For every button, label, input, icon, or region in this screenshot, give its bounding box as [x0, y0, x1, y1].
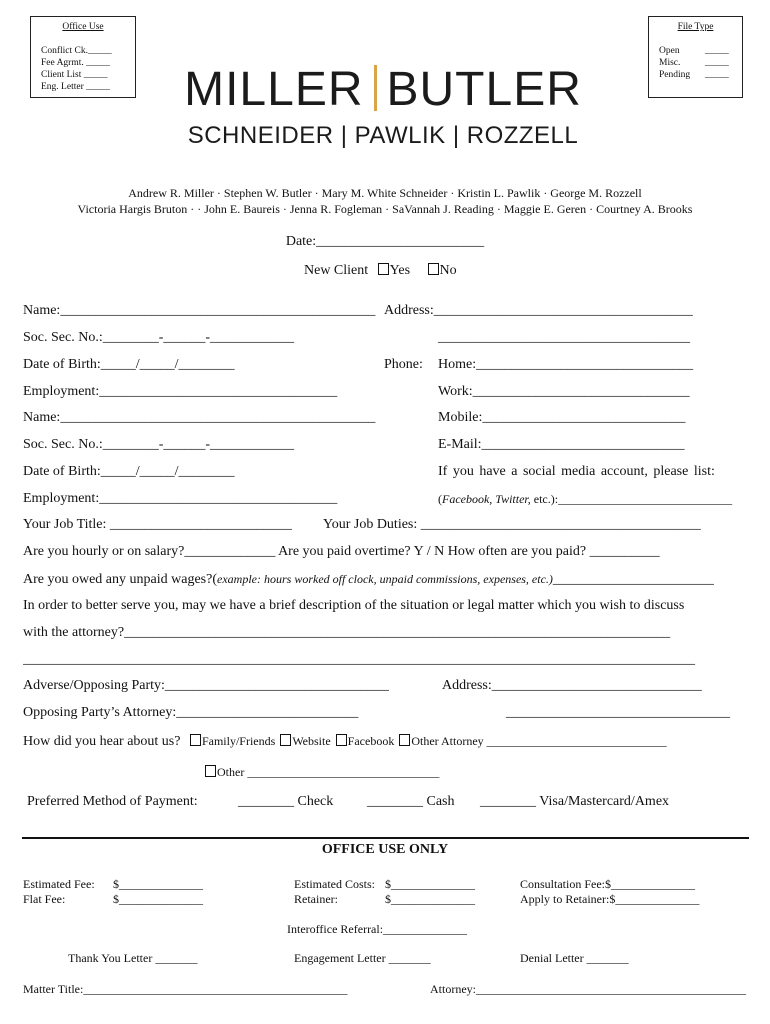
firm-logo: [174, 62, 592, 117]
file-type-blank: _____: [705, 58, 729, 68]
mobile-phone-field[interactable]: Mobile:_____________________________: [438, 410, 686, 425]
home-phone-field[interactable]: Home:_______________________________: [438, 357, 694, 372]
other-attorney-checkbox[interactable]: [399, 734, 410, 746]
unpaid-wages-prefix: Are you owed any unpaid wages?(: [23, 572, 217, 587]
attorney-list-line2: Victoria Hargis Bruton · · John E. Baureis · Jenna R. Fogleman · SaVannah J. Reading · Maggie E. Geren · Courtney A. Brooks: [77, 202, 693, 216]
new-client-yes-checkbox[interactable]: [378, 263, 389, 275]
office-use-title: Office Use: [62, 22, 104, 32]
retainer-label: Retainer:: [294, 892, 338, 906]
office-use-item: Conflict Ck._____: [41, 46, 112, 56]
adverse-party-field[interactable]: Adverse/Opposing Party:________________________________: [23, 678, 389, 693]
description-line-1[interactable]: with the attorney?______________________________________________________________________________: [23, 625, 671, 640]
description-line-2[interactable]: ________________________________________________________________________________________________: [23, 652, 695, 667]
file-type-pending: Pending: [659, 70, 691, 80]
adverse-address-field[interactable]: Address:______________________________: [442, 678, 702, 693]
social-etc: etc.):_____________________________: [530, 492, 733, 506]
file-type-blank: _____: [705, 46, 729, 56]
estimated-fee-label: Estimated Fee:: [23, 877, 95, 891]
file-type-title: File Type: [677, 22, 714, 32]
office-use-only-title: OFFICE USE ONLY: [321, 842, 449, 857]
payment-check-option[interactable]: ________ Check: [238, 794, 334, 809]
opposing-attorney-field[interactable]: Opposing Party’s Attorney:__________________________: [23, 705, 359, 720]
phone-label: Phone:: [384, 357, 423, 372]
employment-field-2[interactable]: Employment:__________________________________: [23, 491, 338, 506]
pay-questions-row[interactable]: Are you hourly or on salary?_____________ Are you paid overtime? Y / N How often are you paid? __________: [23, 544, 660, 559]
flat-fee-blank[interactable]: $______________: [113, 892, 203, 906]
other-label[interactable]: Other ________________________________: [217, 765, 440, 779]
office-use-item: Client List _____: [41, 70, 108, 80]
new-client-no-label: No: [439, 263, 457, 278]
file-type-misc: Misc.: [659, 58, 681, 68]
address-field-2[interactable]: ____________________________________: [438, 330, 690, 345]
other-checkbox[interactable]: [205, 765, 216, 777]
consultation-fee-field[interactable]: Consultation Fee:$______________: [520, 877, 695, 891]
file-type-open: Open: [659, 46, 680, 56]
estimated-costs-label: Estimated Costs:: [294, 877, 375, 891]
retainer-blank[interactable]: $______________: [385, 892, 475, 906]
estimated-costs-blank[interactable]: $______________: [385, 877, 475, 891]
unpaid-wages-row[interactable]: [23, 572, 714, 588]
ssn-field-1[interactable]: Soc. Sec. No.:________-______-____________: [23, 330, 295, 345]
facebook-checkbox[interactable]: [336, 734, 347, 746]
unpaid-wages-example: example: hours worked off clock, unpaid commissions, expenses, etc.): [217, 572, 553, 586]
payment-cash-option[interactable]: ________ Cash: [367, 794, 455, 809]
dob-field-1[interactable]: Date of Birth:_____/_____/________: [23, 357, 235, 372]
family-friends-label: Family/Friends: [201, 734, 276, 748]
job-title-field[interactable]: Your Job Title: __________________________: [23, 517, 292, 532]
matter-title-field[interactable]: Matter Title:____________________________________________: [23, 982, 348, 996]
address-field-1[interactable]: Address:_____________________________________: [384, 303, 693, 318]
file-type-blank: _____: [705, 70, 729, 80]
new-client-no-checkbox[interactable]: [428, 263, 439, 275]
apply-retainer-field[interactable]: Apply to Retainer:$______________: [520, 892, 700, 906]
email-field[interactable]: E-Mail:_____________________________: [438, 437, 685, 452]
unpaid-wages-blank: _______________________: [552, 572, 714, 587]
thank-you-letter-field[interactable]: Thank You Letter _______: [68, 951, 198, 965]
other-attorney-label[interactable]: Other Attorney ______________________________: [411, 734, 667, 748]
social-paren: (: [438, 492, 442, 506]
logo-subtitle: SCHNEIDER | PAWLIK | ROZZELL: [187, 122, 579, 149]
ssn-field-2[interactable]: Soc. Sec. No.:________-______-____________: [23, 437, 295, 452]
denial-letter-field[interactable]: Denial Letter _______: [520, 951, 629, 965]
referral-other-row: [205, 765, 439, 780]
name-field-2[interactable]: Name:_____________________________________________: [23, 410, 376, 425]
office-use-item: Eng. Letter _____: [41, 82, 110, 92]
work-phone-field[interactable]: Work:_______________________________: [438, 384, 690, 399]
family-friends-checkbox[interactable]: [190, 734, 201, 746]
logo-separator: [374, 65, 377, 111]
new-client-label: New Client: [304, 263, 369, 278]
employment-field-1[interactable]: Employment:__________________________________: [23, 384, 338, 399]
payment-card-option[interactable]: ________ Visa/Mastercard/Amex: [480, 794, 670, 809]
referral-source-label: How did you hear about us?: [23, 734, 181, 749]
flat-fee-label: Flat Fee:: [23, 892, 66, 906]
logo-left: MILLER: [184, 63, 364, 116]
logo-right: BUTLER: [386, 63, 582, 116]
engagement-letter-field[interactable]: Engagement Letter _______: [294, 951, 431, 965]
description-prompt: In order to better serve you, may we have a brief description of the situation or legal matter which you wish to discuss: [23, 598, 685, 613]
social-media-field[interactable]: [438, 492, 732, 507]
name-field-1[interactable]: Name:_____________________________________________: [23, 303, 376, 318]
new-client-row: [304, 263, 457, 279]
opposing-attorney-address-field[interactable]: ________________________________: [506, 705, 730, 720]
date-field[interactable]: Date:________________________: [285, 234, 485, 249]
office-use-box: [30, 16, 136, 98]
job-duties-field[interactable]: Your Job Duties: ________________________________________: [323, 517, 701, 532]
file-type-box: [648, 16, 743, 98]
website-label: Website: [292, 734, 331, 748]
social-media-prompt: If you have a social media account, please list:: [438, 464, 715, 479]
new-client-yes-label: Yes: [389, 263, 411, 278]
website-checkbox[interactable]: [280, 734, 291, 746]
estimated-fee-blank[interactable]: $______________: [113, 877, 203, 891]
referral-source-row: [23, 734, 667, 750]
payment-method-label: Preferred Method of Payment:: [27, 794, 198, 809]
office-use-item: Fee Agrmt. _____: [41, 58, 110, 68]
dob-field-2[interactable]: Date of Birth:_____/_____/________: [23, 464, 235, 479]
interoffice-referral-field[interactable]: Interoffice Referral:______________: [287, 922, 468, 936]
facebook-label: Facebook: [347, 734, 395, 748]
social-examples: Facebook, Twitter,: [442, 492, 531, 506]
attorney-list-line1: Andrew R. Miller · Stephen W. Butler · Mary M. White Schneider · Kristin L. Pawlik · George M. Rozzell: [128, 186, 642, 200]
office-use-divider: [22, 837, 749, 839]
attorney-field[interactable]: Attorney:_____________________________________________: [430, 982, 746, 996]
